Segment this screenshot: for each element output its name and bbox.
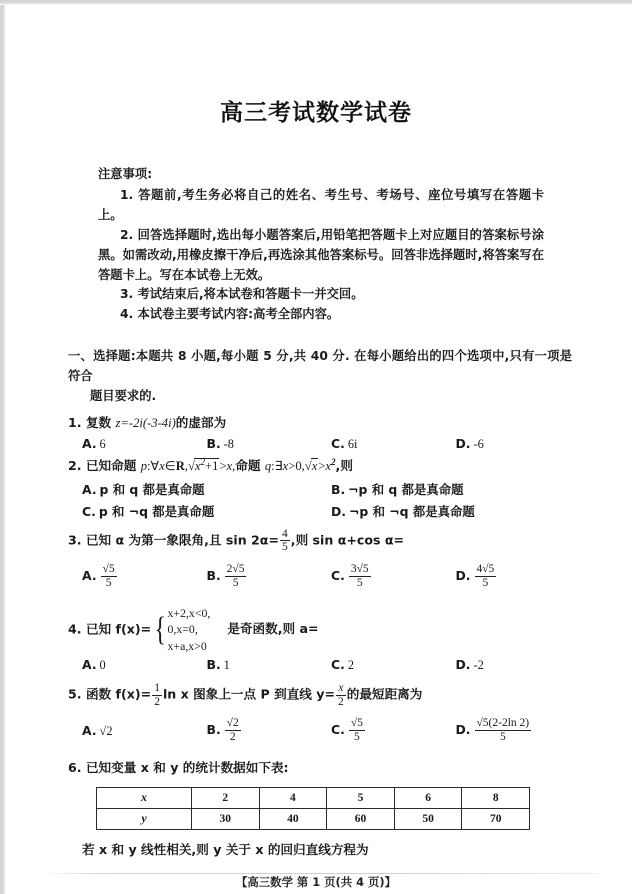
question-1 (68, 412, 580, 452)
question-3-stem-prefix: 已知 α 为第一象限角,且 sin 2α= (85, 531, 280, 547)
table-cell-x-4: 6 (394, 787, 462, 808)
option-4-b-text: 1 (223, 657, 230, 672)
table-row-y (97, 808, 530, 829)
option-2-a[interactable] (82, 480, 331, 498)
table-cell-y-3: 60 (327, 808, 395, 829)
question-3-number: 3. (68, 531, 82, 547)
question-3-stem (68, 528, 580, 555)
statistics-table (96, 787, 530, 830)
option-1-d-text: -6 (473, 437, 484, 452)
option-4-d[interactable] (456, 657, 581, 673)
piecewise-row-2: 0,x=0, (167, 622, 198, 637)
notice-item-3: 3. 考试结束后,将本试卷和答题卡一并交回。 (120, 287, 364, 302)
option-2-d-text: ¬p 和 ¬q 都是真命题 (349, 503, 475, 519)
question-1-stem (68, 412, 580, 434)
option-1-a[interactable] (82, 436, 207, 452)
question-6-tail: 若 x 和 y 线性相关,则 y 关于 x 的回归直线方程为 (82, 841, 369, 857)
table-rowhead-x: x (97, 787, 192, 808)
table-cell-y-2: 40 (259, 808, 327, 829)
table-row-x (97, 787, 530, 808)
notice-section (0, 165, 632, 325)
table-rowhead-y: y (97, 808, 192, 829)
option-1-c-label: C. (331, 436, 345, 452)
sqrt-x2-plus-1: $√x^2+1$ (187, 457, 219, 474)
question-1-number: 1. (68, 415, 82, 431)
question-3-stem-suffix: ,则 sin α+cos α= (290, 531, 405, 547)
option-2-c-text: p 和 ¬q 都是真命题 (98, 503, 215, 519)
option-5-a-text: √2 (99, 723, 113, 738)
option-4-a[interactable] (82, 657, 207, 673)
option-1-b[interactable] (207, 436, 332, 452)
section-heading-choice (0, 347, 632, 406)
option-1-d[interactable] (456, 436, 581, 452)
section-heading-text: 一、选择题:本题共 8 小题,每小题 5 分,共 40 分. 在每小题给出的四个选项中,只有一项是符合 (68, 349, 572, 383)
question-5-stem-suffix: 的最短距离为 (346, 686, 423, 702)
question-2-stem: 2. 已知命题 $p:\forall x\in R,√x^2+1>x$,命题 $q:\exists x>0,√x>x^2$,则 (68, 455, 580, 477)
question-4-stem-suffix: 是奇函数,则 a= (227, 621, 319, 637)
option-3-d[interactable] (456, 563, 581, 590)
option-5-a[interactable] (82, 723, 207, 739)
piecewise-function: { x+2,x<0, 0,x=0, x+a,x>0 (154, 605, 211, 654)
question-2-options (68, 480, 580, 520)
question-4-options (68, 657, 580, 673)
option-1-c[interactable] (331, 436, 456, 452)
fraction-x-over-2: $\frac{x}{2}$ (338, 681, 344, 708)
question-5-stem (68, 682, 580, 709)
option-3-b-den: 5 (232, 576, 239, 589)
sqrt-x: √x (304, 459, 318, 474)
page-title: 高三考试数学试卷 (220, 100, 412, 126)
option-4-d-label: D. (455, 656, 471, 672)
option-2-b-text: ¬p 和 q 都是真命题 (348, 481, 464, 497)
option-3-c[interactable] (331, 563, 456, 590)
option-3-d-den: 5 (482, 576, 489, 589)
option-4-c-label: C. (331, 656, 345, 672)
option-5-d-label: D. (455, 721, 471, 737)
table-cell-x-5: 8 (462, 787, 530, 808)
option-4-c[interactable] (331, 657, 456, 673)
question-2-stem-suffix: ,则 (335, 458, 353, 474)
notice-item-4: 4. 本试卷主要考试内容:高考全部内容。 (120, 307, 340, 322)
question-6-number: 6. (68, 759, 82, 775)
option-5-c-num: √5 (350, 717, 363, 730)
question-5-stem-prefix: 函数 f(x)= (85, 686, 152, 702)
option-4-b-label: B. (206, 656, 221, 672)
option-3-b-num: 2√5 (226, 563, 245, 576)
page-footer: 【高三数学 第 1 页(共 4 页)】 (236, 874, 396, 889)
notice-item-2: 2. 回答选择题时,选出每小题答案后,用铅笔把答题卡上对应题目的答案标号涂黑。如需改动,用橡皮擦干净后,再选涂其他答案标号。回答非选择题时,将答案写在答题卡上。写在本试卷上无效。 (98, 227, 544, 282)
question-2-number: 2. (68, 458, 82, 474)
option-4-a-text: 0 (99, 657, 106, 672)
option-3-b[interactable] (207, 563, 332, 590)
option-2-b[interactable] (331, 480, 580, 498)
question-4-stem (68, 605, 580, 655)
question-1-stem-suffix: 的虚部为 (175, 415, 227, 431)
option-1-d-label: D. (455, 436, 471, 452)
option-1-a-text: 6 (99, 437, 106, 452)
table-cell-x-1: 2 (192, 787, 260, 808)
option-2-a-label: A. (82, 481, 97, 497)
option-3-c-den: 5 (356, 576, 363, 589)
question-1-stem-prefix: 复数 (85, 415, 116, 431)
option-5-b-den: 2 (229, 731, 236, 744)
option-3-b-label: B. (206, 567, 221, 583)
option-2-d-label: D. (331, 503, 346, 519)
option-4-d-text: -2 (473, 657, 484, 672)
option-5-c-label: C. (331, 721, 345, 737)
option-3-a-den: 5 (105, 576, 112, 589)
option-2-d[interactable] (331, 502, 580, 520)
fraction-1-over-2: $\frac{1}{2}$ (154, 681, 160, 708)
question-5 (68, 682, 580, 751)
question-4-number: 4. (68, 621, 82, 637)
table-cell-x-2: 4 (259, 787, 327, 808)
question-5-stem-mid: ln x 图象上一点 P 到直线 y= (162, 686, 336, 702)
table-cell-x-3: 5 (327, 787, 395, 808)
question-1-options (68, 436, 580, 452)
section-heading-continuation: 题目要求的. (90, 388, 157, 403)
option-3-c-label: C. (331, 567, 345, 583)
question-5-options (68, 711, 580, 751)
option-3-a-label: A. (82, 567, 97, 583)
question-6 (68, 757, 580, 858)
question-2 (68, 455, 580, 519)
table-cell-y-5: 70 (462, 808, 530, 829)
option-1-c-text: 6i (347, 437, 358, 452)
option-2-c-label: C. (82, 503, 96, 519)
option-2-a-text: p 和 q 都是真命题 (99, 481, 205, 497)
option-5-b-num: √2 (226, 717, 239, 730)
question-3-options (68, 557, 580, 597)
option-1-a-label: A. (82, 436, 97, 452)
option-5-d-den: 5 (499, 731, 506, 744)
option-3-d-num: 4√5 (476, 563, 495, 576)
notice-heading: 注意事项: (98, 167, 153, 181)
option-5-d[interactable] (456, 717, 581, 744)
option-2-c[interactable] (82, 502, 331, 520)
fraction-4-over-5: $\frac{4}{5}$ (282, 527, 288, 554)
option-3-c-num: 3√5 (350, 563, 369, 576)
option-4-a-label: A. (82, 656, 97, 672)
table-cell-y-4: 50 (394, 808, 462, 829)
option-5-c[interactable] (331, 717, 456, 744)
option-4-c-text: 2 (347, 657, 355, 672)
question-1-math: z=-2i(-3-4i) (115, 416, 176, 431)
option-5-a-label: A. (82, 722, 97, 738)
question-3 (68, 528, 580, 597)
piecewise-row-1: x+2,x<0, (167, 605, 211, 620)
question-2-stem-prefix: 已知命题 (85, 458, 141, 474)
table-cell-y-1: 30 (192, 808, 260, 829)
option-5-b-label: B. (206, 721, 221, 737)
question-5-number: 5. (68, 686, 82, 702)
question-4 (68, 605, 580, 673)
piecewise-row-3: x+a,x>0 (167, 639, 207, 654)
question-6-stem (68, 757, 580, 779)
option-4-b[interactable] (207, 657, 332, 673)
question-6-stem-text: 已知变量 x 和 y 的统计数据如下表: (85, 759, 289, 775)
option-1-b-text: -8 (223, 437, 234, 452)
notice-item-1: 1. 答题前,考生务必将自己的姓名、考生号、考场号、座位号填写在答题卡上。 (98, 187, 544, 222)
question-4-stem-prefix: 已知 f(x)= (85, 621, 152, 637)
option-3-d-label: D. (455, 567, 471, 583)
option-2-b-label: B. (331, 481, 346, 497)
option-3-a[interactable] (82, 563, 207, 590)
option-1-b-label: B. (206, 436, 221, 452)
option-5-b[interactable] (207, 717, 332, 744)
option-3-a-num: √5 (102, 563, 115, 576)
option-5-d-num: √5(2-2ln 2) (476, 717, 530, 730)
option-5-c-den: 5 (353, 731, 360, 744)
question-list (0, 412, 632, 858)
